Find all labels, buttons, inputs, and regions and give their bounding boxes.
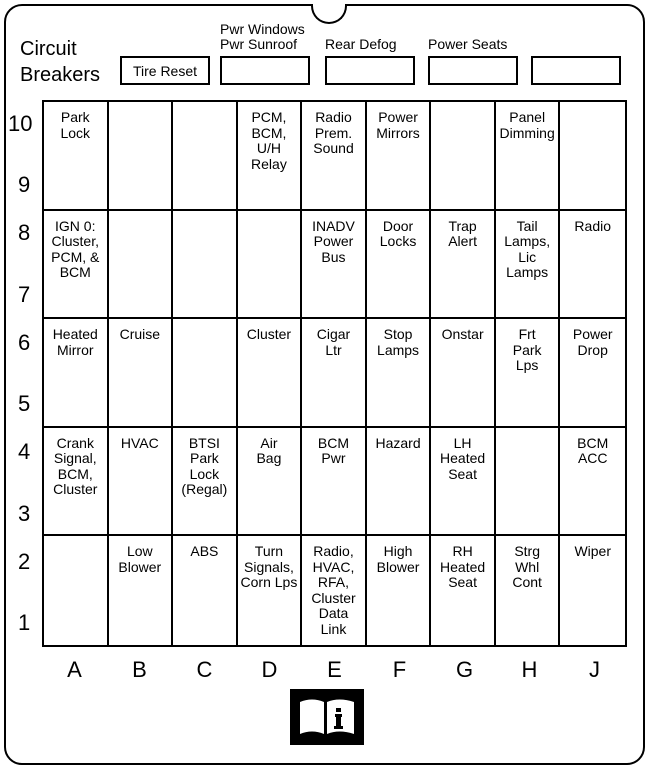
fuse-cell-g-row5: RH Heated Seat: [431, 536, 496, 645]
fuse-cell-a-row5: [44, 536, 109, 645]
fuse-cell-j-row1: [560, 102, 625, 211]
column-letter-j: J: [589, 657, 600, 682]
row-number-5: 5: [18, 391, 31, 417]
row-number-9: 9: [18, 172, 31, 198]
fuse-cell-e-row3: Cigar Ltr: [302, 319, 367, 428]
fuse-cell-a-row1: Park Lock: [44, 102, 109, 211]
fuse-cell-d-row4: Air Bag: [238, 428, 303, 537]
fuse-cell-a-row2: IGN 0: Cluster, PCM, & BCM: [44, 211, 109, 320]
row-number-7: 7: [18, 281, 31, 307]
column-letter-c: C: [196, 657, 213, 682]
breaker-slot-tire-reset: Tire Reset: [120, 56, 210, 85]
fuse-cell-b-row2: [109, 211, 174, 320]
fuse-cell-b-row4: HVAC: [109, 428, 174, 537]
info-book-icon: [290, 689, 364, 745]
fuse-cell-d-row1: PCM, BCM, U/H Relay: [238, 102, 303, 211]
fuse-cell-a-row3: Heated Mirror: [44, 319, 109, 428]
fuse-cell-b-row5: Low Blower: [109, 536, 174, 645]
row-number-8: 8: [18, 220, 31, 246]
column-letter-b: B: [132, 657, 147, 682]
fuse-cell-f-row5: High Blower: [367, 536, 432, 645]
column-letter-e: E: [327, 657, 342, 682]
column-letter-f: F: [392, 657, 407, 682]
fuse-cell-d-row3: Cluster: [238, 319, 303, 428]
fuse-cell-f-row4: Hazard: [367, 428, 432, 537]
fuse-cell-f-row2: Door Locks: [367, 211, 432, 320]
panel-notch: [311, 4, 347, 24]
row-number-4: 4: [18, 439, 31, 465]
fuse-cell-a-row4: Crank Signal, BCM, Cluster: [44, 428, 109, 537]
fuse-cell-d-row2: [238, 211, 303, 320]
fuse-cell-g-row2: Trap Alert: [431, 211, 496, 320]
row-number-1: 1: [18, 610, 31, 635]
breaker-label-power-seats: Power Seats: [428, 36, 508, 52]
breaker-slot-rear-defog: [325, 56, 415, 85]
breaker-label-line: Pwr Sunroof: [220, 36, 298, 52]
fuse-cell-g-row1: [431, 102, 496, 211]
fuse-cell-f-row1: Power Mirrors: [367, 102, 432, 211]
row-number-10: 10: [8, 111, 33, 136]
fuse-cell-e-row4: BCM Pwr: [302, 428, 367, 537]
breaker-label-pwr-windows-sunroof: [220, 22, 305, 52]
fuse-cell-b-row3: Cruise: [109, 319, 174, 428]
fuse-cell-c-row4: BTSI Park Lock (Regal): [173, 428, 238, 537]
fuse-cell-f-row3: Stop Lamps: [367, 319, 432, 428]
circuit-breakers-title-line1: Circuit: [20, 38, 77, 60]
fuse-cell-c-row1: [173, 102, 238, 211]
fuse-cell-h-row1: Panel Dimming: [496, 102, 561, 211]
fuse-cell-j-row5: Wiper: [574, 543, 611, 560]
fuse-cell-d-row5: Turn Signals, Corn Lps: [238, 536, 303, 645]
breaker-label-line: Pwr Windows: [220, 21, 305, 37]
fuse-cell-h-row4: [496, 428, 561, 537]
fuse-cell-e-row2: INADV Power Bus: [302, 211, 367, 320]
column-letter-a: A: [67, 657, 82, 682]
breaker-slot-empty: [531, 56, 621, 85]
row-number-6: 6: [18, 329, 31, 355]
fuse-cell-c-row5: ABS: [173, 536, 238, 645]
breaker-label-rear-defog: Rear Defog: [325, 36, 397, 52]
fuse-cell-g-row4: LH Heated Seat: [431, 428, 496, 537]
fuse-cell-j-row4: BCM ACC: [560, 428, 625, 537]
fuse-cell-c-row2: [173, 211, 238, 320]
fuse-cell-b-row1: [109, 102, 174, 211]
fuse-cell-j-row3: Power Drop: [560, 319, 625, 428]
fuse-grid: [42, 100, 627, 647]
breaker-slot-power-seats: [428, 56, 518, 85]
fuse-cell-h-row3: Frt Park Lps: [496, 319, 561, 428]
row-number-2: 2: [18, 548, 31, 574]
fuse-cell-e-row1: Radio Prem. Sound: [302, 102, 367, 211]
fuse-cell-g-row3: Onstar: [431, 319, 496, 428]
circuit-breakers-title-line2: Breakers: [20, 64, 101, 86]
fuse-cell-h-row5: Strg Whl Cont: [496, 536, 561, 645]
fuse-cell-e-row5: Radio, HVAC, RFA, Cluster Data Link: [302, 536, 367, 645]
fuse-cell-c-row3: [173, 319, 238, 428]
column-letter-g: G: [455, 657, 474, 682]
fuse-cell-j-row2: Radio: [560, 211, 625, 320]
column-letter-d: D: [261, 657, 278, 682]
row-number-3: 3: [18, 500, 31, 526]
breaker-slot-pwr-windows: [220, 56, 310, 85]
fuse-cell-h-row2: Tail Lamps, Lic Lamps: [496, 211, 561, 320]
info-book-icon-glyph: [296, 694, 358, 740]
column-letter-h: H: [521, 657, 538, 682]
